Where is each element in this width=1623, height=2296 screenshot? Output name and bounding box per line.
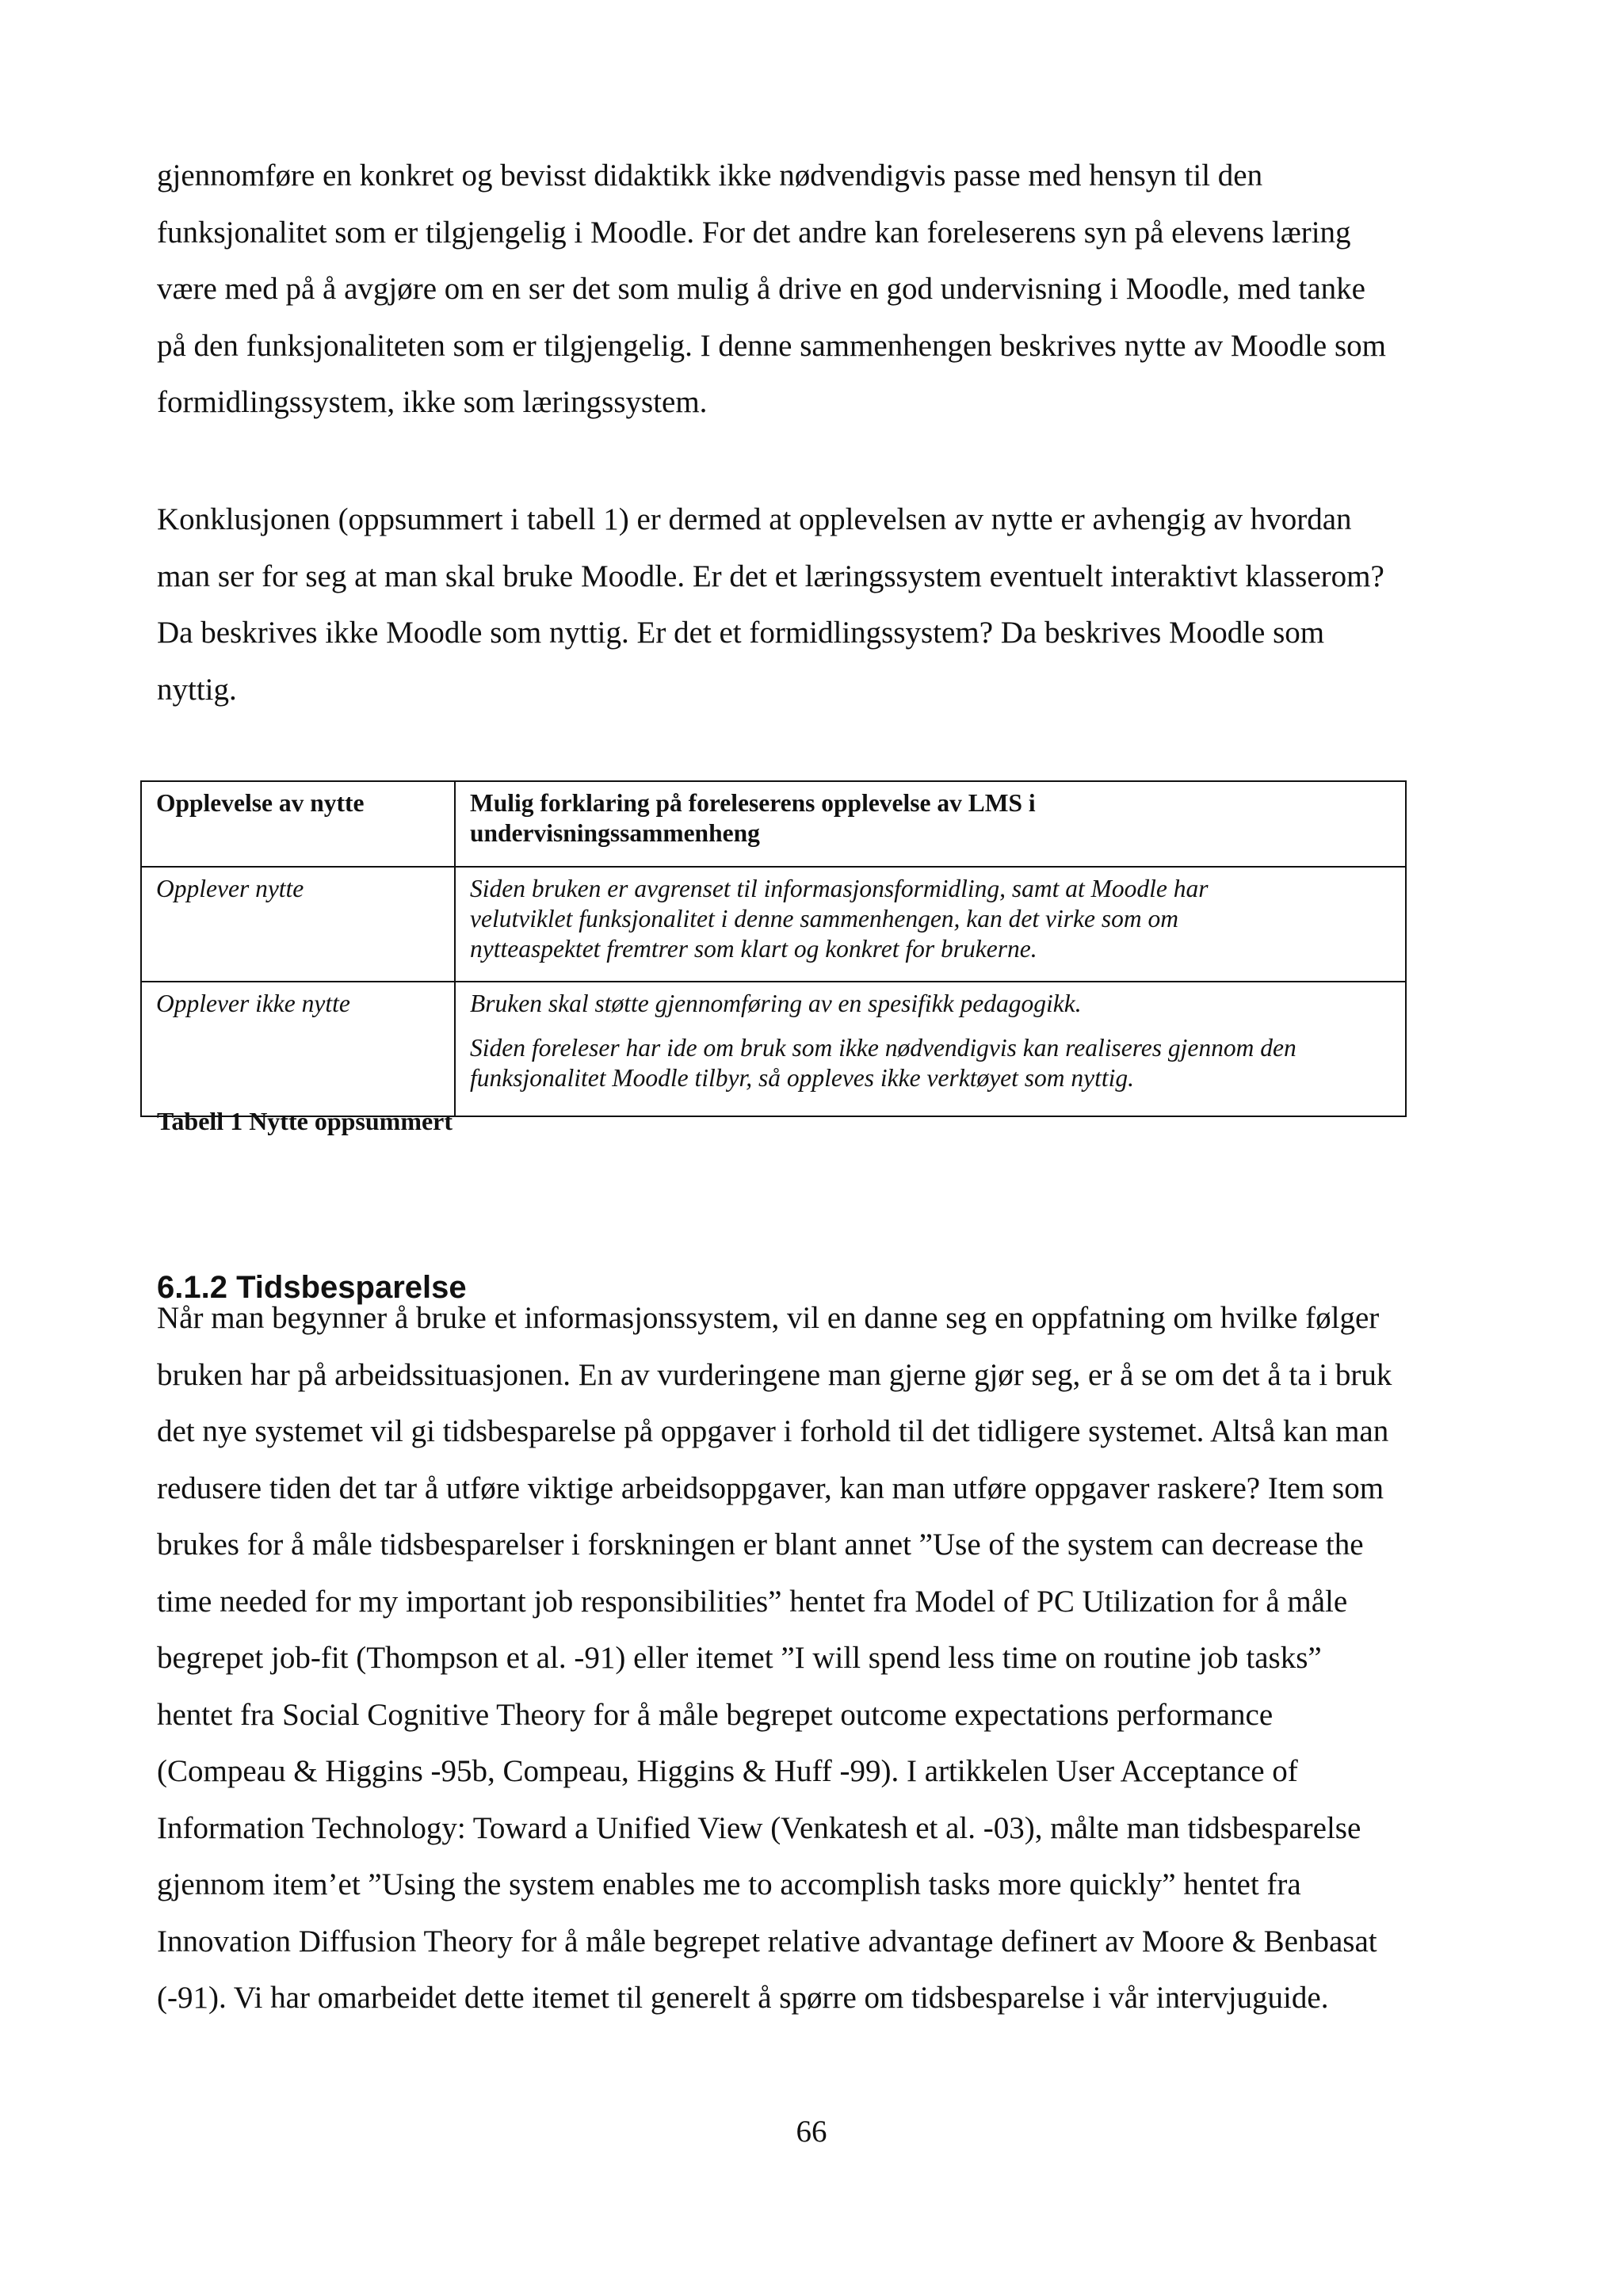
cell-paragraph (470, 874, 1391, 964)
text-line: (-91). Vi har omarbeidet dette itemet til generelt å spørre om tidsbesparelse i vår intervjuguide. (157, 1981, 1329, 2015)
text-line: (Compeau & Higgins -95b, Compeau, Higgins & Huff -99). I artikkelen User Acceptance of (157, 1754, 1298, 1788)
text-line: gjennom item’et ”Using the system enables me to accomplish tasks more quickly” hentet fra (157, 1867, 1301, 1901)
paragraph-didaktikk (157, 147, 1472, 431)
paragraph-tidsbesparelse (157, 1290, 1472, 2027)
text-line: time needed for my important job responsibilities” hentet fra Model of PC Utilization for å måle (157, 1584, 1348, 1619)
paragraph-konklusjon (157, 491, 1472, 718)
page-number: 66 (796, 2115, 827, 2149)
text-line: på den funksjonaliteten som er tilgjengelig. I denne sammenhengen beskrives nytte av Moodle som (157, 328, 1386, 363)
text-line: Innovation Diffusion Theory for å måle begrepet relative advantage definert av Moore & Benbasat (157, 1924, 1377, 1958)
cell-paragraph (470, 989, 1391, 1019)
text-line: det nye systemet vil gi tidsbesparelse på oppgaver i forhold til det tidligere systemet. Altså kan man (157, 1414, 1389, 1448)
cell-paragraph (470, 1033, 1391, 1093)
table-header-row (141, 781, 1406, 867)
row-explanation-cell (455, 867, 1406, 982)
header-line: Mulig forklaring på foreleserens opplevelse av LMS i (470, 789, 1036, 817)
cell-line: Bruken skal støtte gjennomføring av en spesifikk pedagogikk. (470, 990, 1082, 1017)
cell-line: velutviklet funksjonalitet i denne sammenhengen, kan det virke som om (470, 905, 1178, 933)
text-line: være med på å avgjøre om en ser det som mulig å drive en god undervisning i Moodle, med tanke (157, 272, 1365, 306)
text-line: bruken har på arbeidssituasjonen. En av vurderingene man gjerne gjør seg, er å se om det å ta i bruk (157, 1357, 1392, 1392)
header-cell-experience: Opplevelse av nytte (141, 781, 455, 867)
table-caption: Tabell 1 Nytte oppsummert (157, 1107, 453, 1135)
cell-line: Siden foreleser har ide om bruk som ikke nødvendigvis kan realiseres gjennom den (470, 1034, 1296, 1062)
text-line: Da beskrives ikke Moodle som nyttig. Er det et formidlingssystem? Da beskrives Moodle som (157, 616, 1325, 650)
summary-table (140, 780, 1407, 1117)
table-row (141, 867, 1406, 982)
text-line: formidlingssystem, ikke som læringssystem. (157, 385, 708, 419)
section-heading: 6.1.2 Tidsbesparelse (157, 1270, 467, 1306)
text-line: man ser for seg at man skal bruke Moodle. Er det et læringssystem eventuelt interaktivt klasserom? (157, 559, 1384, 593)
text-line: redusere tiden det tar å utføre viktige arbeidsoppgaver, kan man utføre oppgaver raskere? Item som (157, 1470, 1384, 1505)
text-line: Når man begynner å bruke et informasjonssystem, vil en danne seg en oppfatning om hvilke følger (157, 1301, 1380, 1335)
text-line: brukes for å måle tidsbesparelser i forskningen er blant annet ”Use of the system can decrease the (157, 1527, 1364, 1562)
text-line: Information Technology: Toward a Unified View (Venkatesh et al. -03), målte man tidsbesparelse (157, 1810, 1361, 1845)
cell-line: nytteaspektet fremtrer som klart og konkret for brukerne. (470, 935, 1037, 963)
table-row (141, 982, 1406, 1116)
row-label-cell: Opplever nytte (141, 867, 455, 982)
row-explanation-cell (455, 982, 1406, 1116)
text-line: begrepet job-fit (Thompson et al. -91) eller itemet ”I will spend less time on routine job tasks” (157, 1641, 1322, 1675)
cell-line: funksjonalitet Moodle tilbyr, så oppleves ikke verktøyet som nyttig. (470, 1064, 1135, 1092)
row-label-cell: Opplever ikke nytte (141, 982, 455, 1116)
header-line: undervisningssammenheng (470, 819, 760, 847)
text-line: Konklusjonen (oppsummert i tabell 1) er dermed at opplevelsen av nytte er avhengig av hvordan (157, 502, 1352, 536)
text-line: funksjonalitet som er tilgjengelig i Moodle. For det andre kan foreleserens syn på elevens læring (157, 215, 1351, 250)
text-line: hentet fra Social Cognitive Theory for å måle begrepet outcome expectations performance (157, 1697, 1274, 1732)
text-line: gjennomføre en konkret og bevisst didaktikk ikke nødvendigvis passe med hensyn til den (157, 158, 1263, 193)
text-line: nyttig. (157, 672, 237, 707)
header-cell-explanation (455, 781, 1406, 867)
cell-line: Siden bruken er avgrenset til informasjonsformidling, samt at Moodle har (470, 875, 1209, 902)
